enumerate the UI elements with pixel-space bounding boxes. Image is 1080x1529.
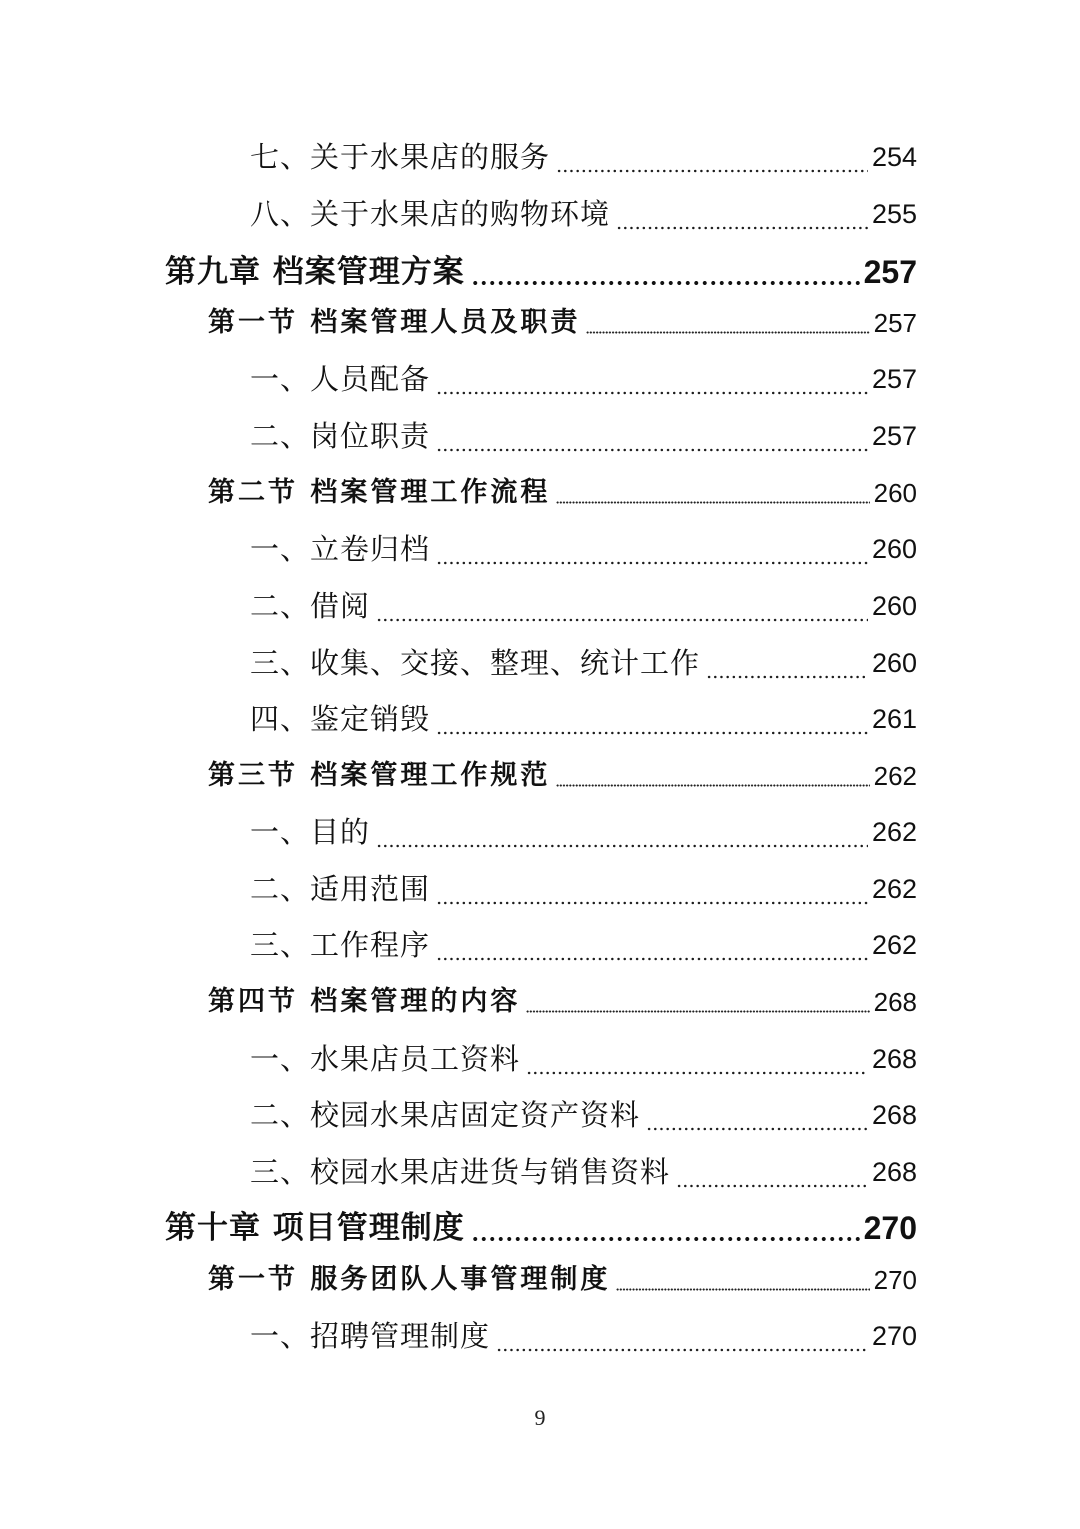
- toc-section-entry[interactable]: [208, 984, 917, 1020]
- dot-leader: [526, 1046, 868, 1075]
- toc-entry-title: 二、借阅: [250, 589, 371, 623]
- toc-entry-title: 第九章 档案管理方案: [165, 254, 465, 290]
- toc-entry[interactable]: [250, 587, 917, 625]
- toc-entry[interactable]: [250, 1040, 917, 1078]
- toc-chapter-entry[interactable]: [165, 1208, 917, 1248]
- toc-entry-title: 第一节 档案管理人员及职责: [208, 307, 581, 338]
- toc-entry[interactable]: [250, 1096, 917, 1134]
- dot-leader: [436, 876, 868, 905]
- dot-leader: [436, 932, 868, 961]
- dot-leader: [586, 307, 869, 334]
- toc-entry-title: 一、目的: [250, 815, 371, 849]
- toc-entry[interactable]: [250, 417, 917, 455]
- toc-entry-page: 257: [873, 308, 917, 338]
- toc-entry-page: 257: [871, 364, 917, 394]
- toc-entry[interactable]: [250, 138, 917, 176]
- toc-entry-page: 257: [863, 254, 917, 290]
- toc-section-entry[interactable]: [208, 758, 917, 794]
- toc-entry[interactable]: [250, 700, 917, 738]
- toc-entry-title: 二、适用范围: [250, 872, 431, 906]
- toc-entry[interactable]: [250, 813, 917, 851]
- toc-entry-page: 260: [873, 478, 917, 508]
- dot-leader: [436, 423, 868, 452]
- toc-entry-title: 第一节 服务团队人事管理制度: [208, 1264, 611, 1295]
- toc-entry[interactable]: [250, 360, 917, 398]
- toc-entry[interactable]: [250, 530, 917, 568]
- toc-entry-page: 255: [871, 199, 917, 229]
- dot-leader: [526, 986, 869, 1013]
- toc-entry-page: 260: [871, 648, 917, 678]
- page-number: 9: [534, 1405, 546, 1430]
- toc-entry-title: 一、人员配备: [250, 362, 431, 396]
- dot-leader: [556, 477, 869, 504]
- toc-entry-page: 268: [871, 1044, 917, 1074]
- dot-leader: [496, 1323, 868, 1352]
- dot-leader: [436, 536, 868, 565]
- dot-leader: [376, 819, 868, 848]
- toc-entry-title: 二、校园水果店固定资产资料: [250, 1098, 641, 1132]
- toc-entry-page: 260: [871, 591, 917, 621]
- toc-entry-page: 268: [871, 1100, 917, 1130]
- toc-entry-title: 七、关于水果店的服务: [250, 140, 551, 174]
- toc-entry-title: 三、校园水果店进货与销售资料: [250, 1155, 671, 1189]
- toc-entry-page: 262: [873, 761, 917, 791]
- toc-entry-page: 270: [873, 1265, 917, 1295]
- dot-leader: [376, 593, 868, 622]
- dot-leader: [436, 366, 868, 395]
- dot-leader: [471, 1211, 860, 1242]
- dot-leader: [556, 144, 868, 173]
- toc-entry[interactable]: [250, 1153, 917, 1191]
- toc-entry-title: 三、收集、交接、整理、统计工作: [250, 646, 701, 680]
- toc-entry-title: 第十章 项目管理制度: [165, 1210, 465, 1246]
- toc-entry-page: 262: [871, 930, 917, 960]
- toc-entry-title: 三、工作程序: [250, 928, 431, 962]
- toc-section-entry[interactable]: [208, 475, 917, 511]
- dot-leader: [616, 1264, 869, 1291]
- toc-entry-title: 第二节 档案管理工作流程: [208, 477, 551, 508]
- dot-leader: [436, 706, 868, 735]
- toc-entry-title: 一、招聘管理制度: [250, 1319, 491, 1353]
- toc-entry-page: 254: [871, 142, 917, 172]
- toc-entry-page: 262: [871, 874, 917, 904]
- dot-leader: [556, 760, 869, 787]
- dot-leader: [676, 1159, 868, 1188]
- dot-leader: [616, 201, 868, 230]
- toc-entry-title: 第四节 档案管理的内容: [208, 986, 521, 1017]
- toc-entry-page: 268: [871, 1157, 917, 1187]
- toc-entry[interactable]: [250, 1317, 917, 1355]
- toc-entry-title: 四、鉴定销毁: [250, 702, 431, 736]
- toc-entry[interactable]: [250, 644, 917, 682]
- toc-entry-page: 257: [871, 421, 917, 451]
- toc-entry-page: 262: [871, 817, 917, 847]
- toc-entry-title: 一、立卷归档: [250, 532, 431, 566]
- toc-entry-page: 268: [873, 987, 917, 1017]
- toc-entry-page: 260: [871, 534, 917, 564]
- toc-entry-page: 270: [863, 1210, 917, 1246]
- toc-entry[interactable]: [250, 870, 917, 908]
- toc-entry[interactable]: [250, 926, 917, 964]
- dot-leader: [646, 1102, 868, 1131]
- toc-entry-title: 八、关于水果店的购物环境: [250, 197, 611, 231]
- toc-entry[interactable]: [250, 195, 917, 233]
- dot-leader: [706, 650, 868, 679]
- toc-section-entry[interactable]: [208, 1262, 917, 1298]
- toc-entry-title: 二、岗位职责: [250, 419, 431, 453]
- toc-entry-page: 261: [871, 704, 917, 734]
- toc-entry-title: 第三节 档案管理工作规范: [208, 760, 551, 791]
- dot-leader: [471, 255, 860, 286]
- toc-entry-page: 270: [871, 1321, 917, 1351]
- toc-chapter-entry[interactable]: [165, 252, 917, 292]
- toc-section-entry[interactable]: [208, 305, 917, 341]
- toc-entry-title: 一、水果店员工资料: [250, 1042, 521, 1076]
